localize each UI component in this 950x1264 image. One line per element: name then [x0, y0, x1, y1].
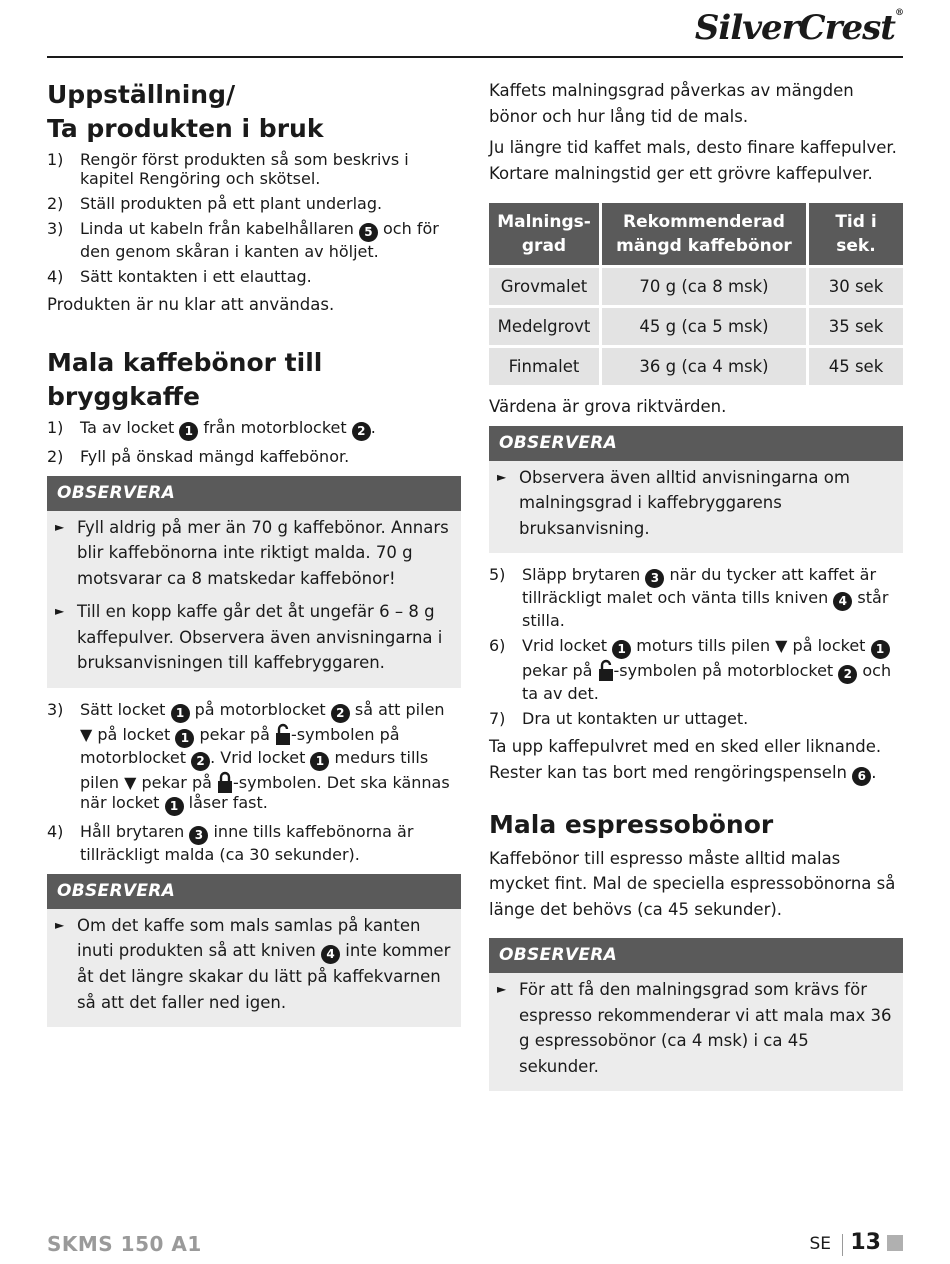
arrow-right-icon: ► — [497, 469, 507, 484]
list-item: 4) Sätt kontakten i ett elauttag. — [47, 267, 312, 286]
note-heading: OBSERVERA — [47, 476, 461, 511]
number-badge: 2 — [838, 665, 857, 684]
note-heading: OBSERVERA — [489, 426, 903, 461]
note-item: ► Om det kaffe som mals samlas på kanten inuti produkten så att kniven 4 inte kommer åt det längre skakar du lätt på kaffekvarnen så att det faller ned igen. — [47, 909, 461, 1028]
number-badge: 3 — [189, 826, 208, 845]
note-heading: OBSERVERA — [47, 874, 461, 909]
number-badge: 6 — [852, 767, 871, 786]
lock-open-icon — [275, 723, 291, 745]
paragraph: Ju längre tid kaffet mals, desto finare kaffepulver. Kortare malningstid ger ett grövre kaffepulver. — [489, 138, 897, 183]
right-column — [489, 78, 903, 1103]
number-badge: 1 — [871, 640, 890, 659]
page-number: 13 — [850, 1230, 881, 1255]
number-badge: 1 — [175, 729, 194, 748]
list-item: 4) Håll brytaren 3 inne tills kaffebönorna är tillräckligt malda (ca 30 sekunder). — [47, 821, 414, 864]
table-row: Finmalet 36 g (ca 4 msk) 45 sek — [489, 348, 903, 385]
note-item: ► Fyll aldrig på mer än 70 g kaffebönor. Annars blir kaffebönorna inte riktigt malda. 70 g motsvarar ca 8 matskedar kaffebönor! — [47, 511, 461, 596]
note-heading: OBSERVERA — [489, 938, 903, 973]
number-badge: 2 — [191, 752, 210, 771]
arrow-right-icon: ► — [55, 604, 65, 618]
list-item: 3) Linda ut kabeln från kabelhållaren 5 och för den genom skåran i kanten av höljet. — [47, 219, 439, 261]
lock-closed-icon — [217, 771, 233, 793]
table-note: Värdena är grova riktvärden. — [489, 397, 727, 416]
number-badge: 1 — [310, 752, 329, 771]
note-box — [47, 874, 461, 1028]
brand-name: SilverCrest — [694, 8, 895, 48]
number-badge: 1 — [171, 704, 190, 723]
paragraph: Kaffets malningsgrad påverkas av mängden bönor och hur lång tid de mals. — [489, 81, 854, 126]
table-row: Medelgrovt 45 g (ca 5 msk) 35 sek — [489, 308, 903, 345]
page-header — [47, 0, 903, 58]
note-box — [489, 938, 903, 1091]
number-badge: 4 — [321, 945, 340, 964]
number-badge: 4 — [833, 592, 852, 611]
note-item: ► Observera även alltid anvisningarna om malningsgrad i kaffebryggarens bruksanvisning. — [489, 461, 903, 554]
number-badge: 1 — [179, 422, 198, 441]
list-item: 2) Ställ produkten på ett plant underlag. — [47, 194, 383, 213]
list-item: 6) Vrid locket 1 moturs tills pilen ▼ på locket 1 pekar på -symbolen på motorblocket 2 och ta av det. — [489, 636, 892, 703]
arrow-right-icon: ► — [55, 519, 65, 534]
table-header: Malnings- grad — [489, 203, 599, 265]
paragraph: Ta upp kaffepulvret med en sked eller liknande. Rester kan tas bort med rengöringspenseln 6 . — [489, 734, 903, 786]
list-item: 5) Släpp brytaren 3 när du tycker att kaffet är tillräckligt malet och vänta tills kniven 4 står stilla. — [489, 565, 889, 630]
divider — [842, 1234, 843, 1256]
number-badge: 2 — [352, 422, 371, 441]
number-badge: 1 — [612, 640, 631, 659]
section-title-grind-coffee: Mala kaffebönor till bryggkaffe — [47, 347, 323, 411]
lock-open-icon — [598, 659, 614, 681]
number-badge: 5 — [359, 223, 378, 242]
arrow-right-icon: ► — [497, 982, 507, 996]
number-badge: 1 — [165, 797, 184, 816]
left-column — [47, 78, 461, 1039]
section-title-espresso: Mala espressobönor — [489, 809, 774, 839]
number-badge: 2 — [331, 704, 350, 723]
model-number: SKMS 150 A1 — [47, 1232, 202, 1256]
list-item: 3) Sätt locket 1 på motorblocket 2 så att pilen ▼ på locket 1 pekar på -symbolen på motorblocket 2 . Vrid locket 1 medurs tills pilen ▼ pekar på -symbolen. Det ska kännas när locket 1 låser fast. — [47, 700, 461, 816]
note-item: ► Till en kopp kaffe går det åt ungefär 6 – 8 g kaffepulver. Observera även anvisningarna i bruksanvisningen till kaffebryggaren. — [47, 595, 461, 688]
number-badge: 3 — [645, 569, 664, 588]
table-header: Tid i sek. — [809, 203, 903, 265]
list-item: 1) Rengör först produkten så som beskrivs i kapitel Rengöring och skötsel. — [47, 150, 409, 188]
arrow-right-icon: ► — [55, 917, 65, 932]
list-item: 7) Dra ut kontakten ur uttaget. — [489, 709, 749, 728]
brand-logo: SilverCrest® — [694, 8, 903, 48]
list-item: 1) Ta av locket 1 från motorblocket 2 . — [47, 418, 461, 441]
table-header: Rekommenderad mängd kaffebönor — [602, 203, 806, 265]
section-title-setup: Uppställning/ Ta produkten i bruk — [47, 80, 324, 143]
note-item: ► För att få den malningsgrad som krävs för espresso rekommenderar vi att mala max 36 g espressobönor (ca 4 msk) i ca 45 sekunder. — [489, 973, 903, 1091]
paragraph: Kaffebönor till espresso måste alltid malas mycket fint. Mal de speciella espressobönorna så länge det behövs (ca 45 sekunder). — [489, 848, 896, 919]
note-box — [47, 476, 461, 688]
language-code: SE — [809, 1234, 831, 1254]
note-box — [489, 426, 903, 554]
list-item: 2) Fyll på önskad mängd kaffebönor. — [47, 446, 350, 466]
grind-table — [486, 200, 906, 388]
paragraph: Produkten är nu klar att användas. — [47, 295, 335, 314]
table-row: Grovmalet 70 g (ca 8 msk) 30 sek — [489, 268, 903, 305]
page-marker-square — [887, 1235, 903, 1251]
page-footer — [47, 1228, 903, 1260]
